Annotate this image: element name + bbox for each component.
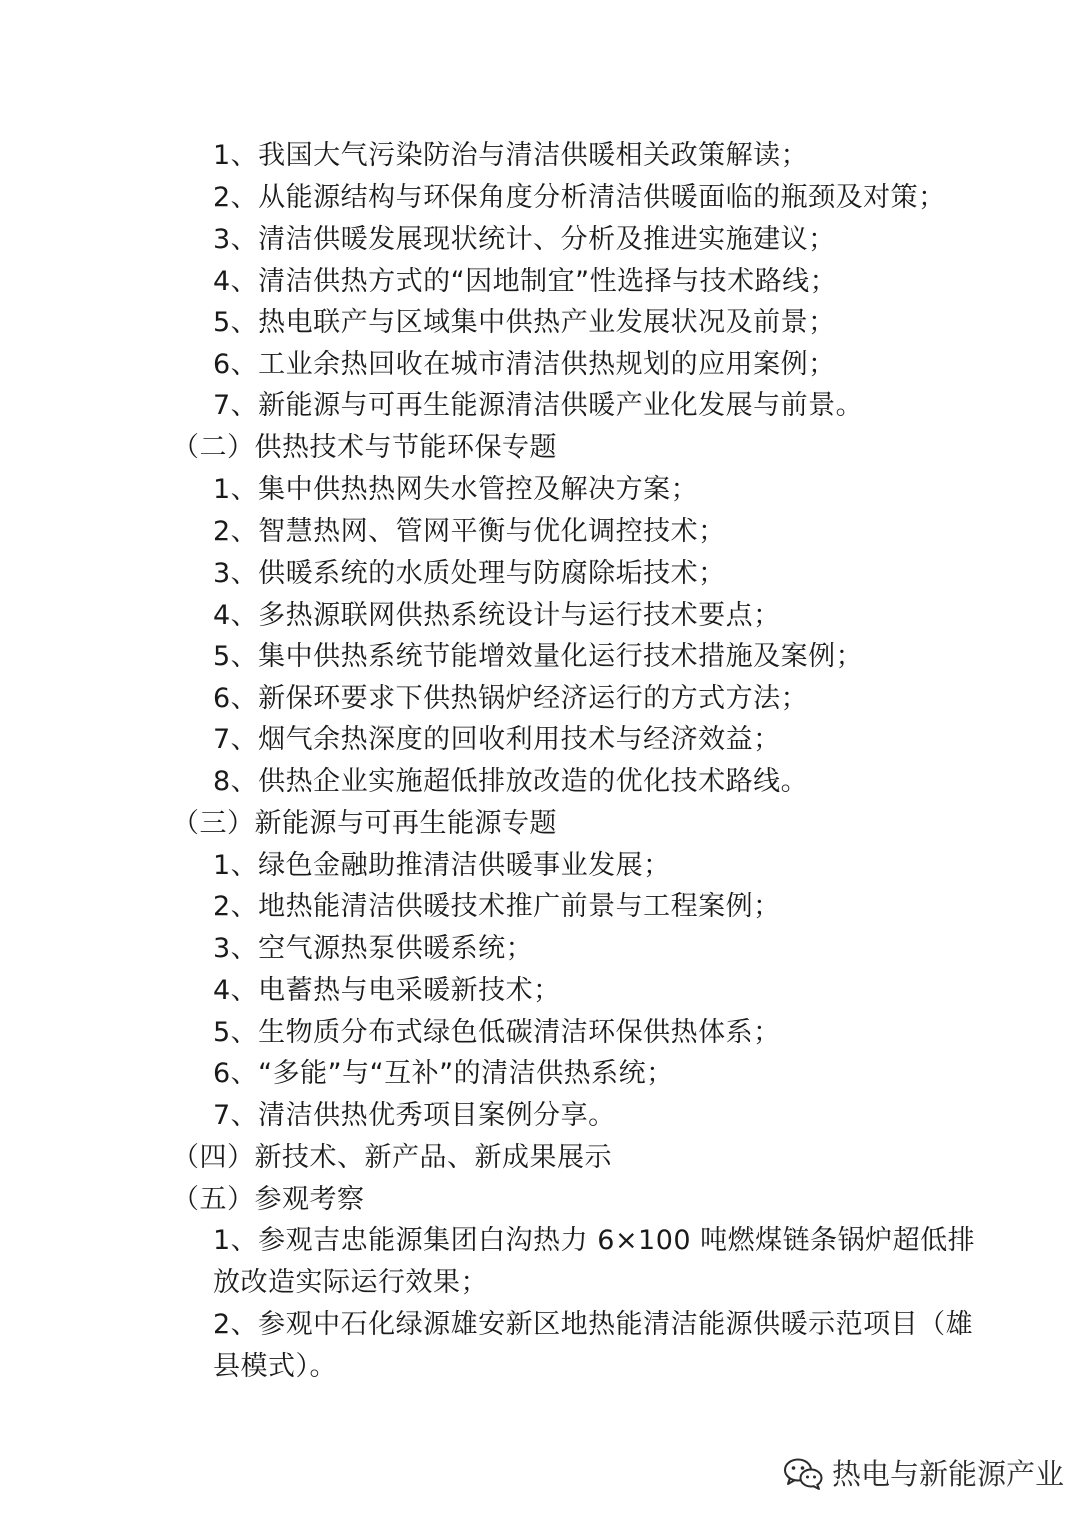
list-item: 4、电蓄热与电采暖新技术； <box>213 975 561 1006</box>
list-item: 1、集中供热热网失水管控及解决方案； <box>213 474 699 505</box>
list-item: 3、供暖系统的水质处理与防腐除垢技术； <box>213 558 726 589</box>
list-item: 3、清洁供暖发展现状统计、分析及推进实施建议； <box>213 224 836 255</box>
list-item: 5、热电联产与区域集中供热产业发展状况及前景； <box>213 307 836 338</box>
list-item: 5、生物质分布式绿色低碳清洁环保供热体系； <box>213 1017 781 1048</box>
list-item: 4、清洁供热方式的“因地制宜”性选择与技术路线； <box>213 266 838 297</box>
list-item: 6、“多能”与“互补”的清洁供热系统； <box>213 1058 674 1089</box>
watermark-text: 热电与新能源产业 <box>832 1457 1065 1491</box>
list-item: 7、清洁供热优秀项目案例分享。 <box>213 1100 616 1131</box>
list-item: 2、地热能清洁供暖技术推广前景与工程案例； <box>213 891 781 922</box>
section-heading: （五）参观考察 <box>172 1184 365 1215</box>
list-item: 3、空气源热泵供暖系统； <box>213 933 534 964</box>
list-item: 2、参观中石化绿源雄安新区地热能清洁能源供暖示范项目（雄 <box>213 1309 974 1340</box>
section-heading: （三）新能源与可再生能源专题 <box>172 808 557 839</box>
list-item: 1、我国大气污染防治与清洁供暖相关政策解读； <box>213 140 809 171</box>
list-item: 1、绿色金融助推清洁供暖事业发展； <box>213 850 671 881</box>
list-item: 7、新能源与可再生能源清洁供暖产业化发展与前景。 <box>213 390 864 421</box>
list-item: 2、从能源结构与环保角度分析清洁供暖面临的瓶颈及对策； <box>213 182 946 213</box>
watermark <box>782 1452 1064 1496</box>
section-heading: （四）新技术、新产品、新成果展示 <box>172 1142 612 1173</box>
list-item: 2、智慧热网、管网平衡与优化调控技术； <box>213 516 726 547</box>
list-item: 7、烟气余热深度的回收利用技术与经济效益； <box>213 724 781 755</box>
list-item-continuation: 放改造实际运行效果； <box>213 1267 488 1298</box>
list-item: 8、供热企业实施超低排放改造的优化技术路线。 <box>213 766 809 797</box>
wechat-icon <box>782 1456 824 1492</box>
section-heading: （二）供热技术与节能环保专题 <box>172 432 557 463</box>
list-item: 6、新保环要求下供热锅炉经济运行的方式方法； <box>213 683 809 714</box>
list-item: 1、参观吉忠能源集团白沟热力 6×100 吨燃煤链条锅炉超低排 <box>213 1225 976 1256</box>
list-item-continuation: 县模式）。 <box>213 1351 337 1382</box>
list-item: 4、多热源联网供热系统设计与运行技术要点； <box>213 600 781 631</box>
list-item: 6、工业余热回收在城市清洁供热规划的应用案例； <box>213 349 836 380</box>
list-item: 5、集中供热系统节能增效量化运行技术措施及案例； <box>213 641 864 672</box>
